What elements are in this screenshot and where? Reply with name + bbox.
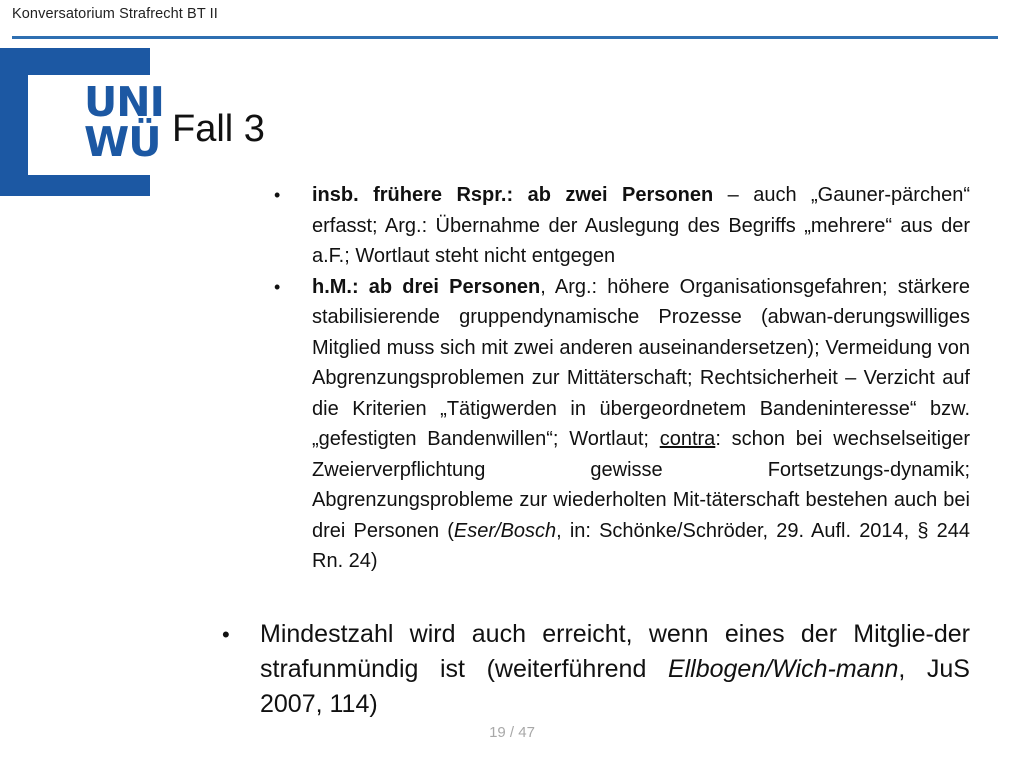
item-text: , in: Schönke/Schröder, 29. Aufl. 2014, § 244 Rn. 24) — [312, 519, 970, 572]
item-underlined-text: contra — [659, 428, 716, 450]
bullet-icon: • — [274, 276, 281, 297]
logo-text-wue: WÜ — [84, 118, 161, 166]
list-item — [274, 272, 970, 577]
bullet-icon: • — [274, 185, 281, 205]
sub-bullet-list — [274, 180, 970, 577]
bullet-icon: • — [222, 622, 230, 647]
item-heading: insb. frühere Rspr.: ab zwei Personen — [312, 184, 714, 206]
slide-title: Fall 3 — [172, 108, 265, 150]
header-title: Konversatorium Strafrecht BT II — [12, 6, 218, 22]
item-citation-author: Ellbogen/Wich-mann — [667, 655, 899, 683]
item-text: , Arg.: höhere Organisationsgefahren; stärkere stabilisierende gruppendynamische Prozesse (abwan-derungswilliges Mitglied muss sich mit zwei anderen auseinandersetzen); Vermeidung von Abgrenzungsproblemen zur Mittäterschaft; Rechtsicherheit – Verzicht auf die Kriterien „Tätigwerden in übergeordnetem Bandeninteresse“ bzw. „gefestigten Bandenwillen“; Wortlaut; — [312, 275, 970, 450]
page-number: 19 / 47 — [489, 724, 535, 741]
logo-text-uni: UNI — [84, 78, 164, 126]
item-citation-author: Eser/Bosch — [453, 519, 557, 542]
list-item — [274, 180, 970, 272]
list-item — [222, 617, 970, 722]
main-bullet-list — [222, 617, 970, 722]
item-text: : schon bei wechselseitiger Zweierverpflichtung gewisse Fortsetzungs-dynamik; Abgrenzungsprobleme zur wiederholten Mit-täterschaft bestehen auch bei drei Personen ( — [312, 428, 971, 542]
item-text: Mindestzahl wird auch erreicht, wenn eines der Mitglie-der strafunmündig ist (weiterführend — [260, 620, 970, 683]
item-text: – auch „Gauner-pärchen“ erfasst; Arg.: Übernahme der Auslegung des Begriffs „mehrere“ aus der a.F.; Wortlaut steht nicht entgegen — [312, 184, 970, 267]
header-rule — [12, 36, 998, 39]
item-text: , JuS 2007, 114) — [260, 655, 970, 718]
item-heading: h.M.: ab drei Personen — [312, 275, 541, 298]
